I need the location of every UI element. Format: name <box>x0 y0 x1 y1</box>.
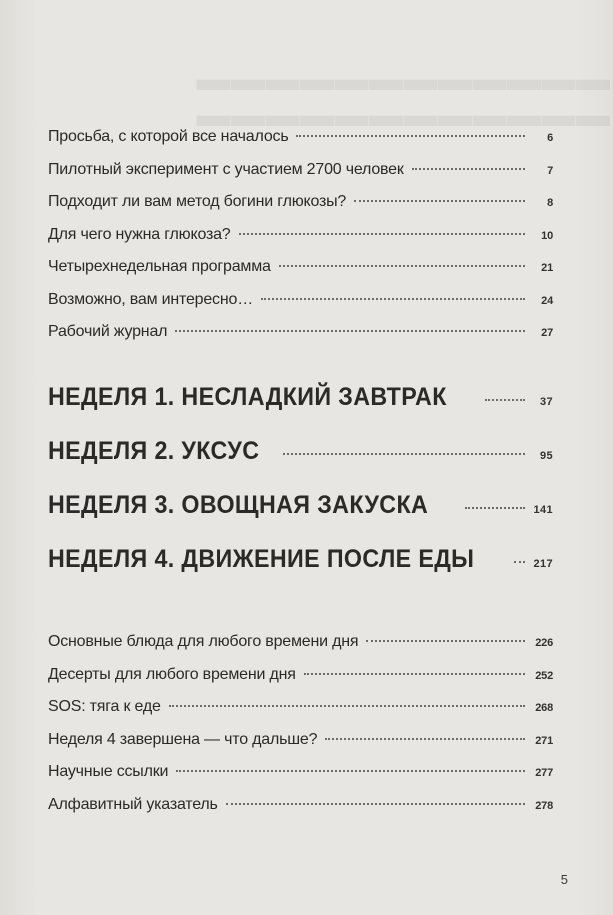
toc-entry[interactable] <box>48 161 553 194</box>
toc-week-page: 37 <box>539 396 553 408</box>
dot-leader <box>283 453 525 455</box>
toc-entry-page: 226 <box>535 637 553 649</box>
toc-entry-title: Неделя 4 завершена — что дальше? <box>48 730 318 748</box>
toc-week-title: НЕДЕЛЯ 4. ДВИЖЕНИЕ ПОСЛЕ ЕДЫ <box>48 545 475 573</box>
toc-entry-page: 277 <box>535 767 553 779</box>
toc-week-page: 95 <box>539 450 553 462</box>
toc-entry-page: 268 <box>535 702 553 714</box>
toc-weeks <box>48 383 553 599</box>
toc-entry-page: 21 <box>541 262 553 274</box>
dot-leader <box>176 770 525 772</box>
toc-week-title: НЕДЕЛЯ 1. НЕСЛАДКИЙ ЗАВТРАК <box>48 383 447 411</box>
dot-leader <box>279 265 525 267</box>
dot-leader <box>175 330 525 332</box>
toc-entry-page: 10 <box>541 229 553 242</box>
toc-week-entry[interactable] <box>48 437 553 491</box>
toc-entry-title: Основные блюда для любого времени дня <box>48 633 359 650</box>
toc-entry-title: Для чего нужна глюкоза? <box>48 225 231 243</box>
dot-leader <box>366 640 525 642</box>
dot-leader <box>514 561 525 563</box>
toc-entry[interactable] <box>48 193 553 226</box>
toc-entry-title: Четырехнедельная программа <box>48 258 271 275</box>
dot-leader <box>304 673 525 675</box>
dot-leader <box>325 738 525 740</box>
toc-entry[interactable] <box>48 796 553 829</box>
dot-leader <box>261 298 525 300</box>
toc-back-matter <box>48 633 553 828</box>
bleed-through-texture: ▬▬▬▬▬▬▬▬▬▬▬▬ ▬▬▬▬▬▬▬▬▬▬▬▬ <box>196 62 610 134</box>
toc-entry[interactable] <box>48 633 553 666</box>
dot-leader <box>169 705 525 707</box>
toc-entry[interactable] <box>48 666 553 699</box>
toc-entry-page: 8 <box>547 197 553 209</box>
toc-entry-title: Научные ссылки <box>48 763 169 780</box>
toc-week-entry[interactable] <box>48 545 553 599</box>
dot-leader <box>465 507 525 509</box>
toc-entry-title: Десерты для любого времени дня <box>48 665 296 683</box>
dot-leader <box>226 803 525 805</box>
dot-leader <box>485 399 525 401</box>
toc-entry-page: 252 <box>535 669 553 682</box>
toc-entry-page: 271 <box>535 734 553 747</box>
toc-entry[interactable] <box>48 226 553 259</box>
toc-entry-title: Алфавитный указатель <box>48 795 218 813</box>
dot-leader <box>239 233 526 235</box>
toc-week-page: 217 <box>533 558 553 570</box>
toc-week-title: НЕДЕЛЯ 2. УКСУС <box>48 437 260 465</box>
toc-entry[interactable] <box>48 323 553 356</box>
toc-entry-page: 278 <box>535 799 553 812</box>
toc-entry-page: 24 <box>541 294 553 307</box>
toc-week-entry[interactable] <box>48 491 553 545</box>
toc-entry-title: SOS: тяга к еде <box>48 698 161 715</box>
toc-entry-title: Пилотный эксперимент с участием 2700 человек <box>48 160 404 178</box>
toc-entry-title: Просьба, с которой все началось <box>48 128 289 145</box>
dot-leader <box>354 200 525 202</box>
toc-entry-title: Рабочий журнал <box>48 323 168 340</box>
toc-entry-page: 27 <box>541 327 553 339</box>
toc-front-matter <box>48 128 553 356</box>
page-number: 5 <box>560 872 568 887</box>
toc-entry[interactable] <box>48 291 553 324</box>
toc-entry[interactable] <box>48 731 553 764</box>
toc-entry-title: Подходит ли вам метод богини глюкозы? <box>48 193 347 210</box>
toc-entry[interactable] <box>48 763 553 796</box>
toc-entry-title: Возможно, вам интересно… <box>48 290 253 308</box>
toc-week-entry[interactable] <box>48 383 553 437</box>
dot-leader <box>296 135 525 137</box>
dot-leader <box>412 168 525 170</box>
toc-week-title: НЕДЕЛЯ 3. ОВОЩНАЯ ЗАКУСКА <box>48 491 429 519</box>
toc-entry[interactable] <box>48 698 553 731</box>
toc-entry[interactable] <box>48 258 553 291</box>
toc-entry-page: 6 <box>547 132 553 144</box>
toc-week-page: 141 <box>533 504 553 516</box>
toc-entry-page: 7 <box>547 164 553 177</box>
toc-entry[interactable] <box>48 128 553 161</box>
